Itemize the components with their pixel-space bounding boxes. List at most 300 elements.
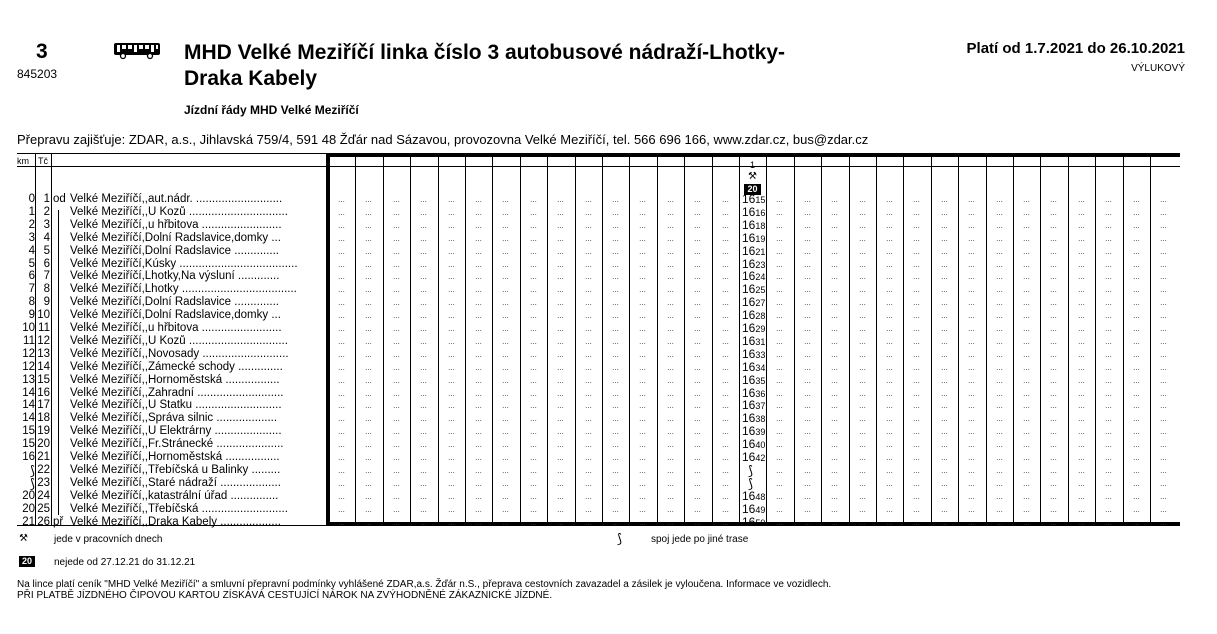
empty-trip-cell: ... — [804, 491, 811, 501]
empty-trip-cell: ... — [1078, 220, 1085, 230]
empty-trip-cell: ... — [420, 362, 427, 372]
empty-trip-cell: ... — [1023, 517, 1030, 527]
empty-trip-cell: ... — [941, 233, 948, 243]
empty-trip-cell: ... — [1160, 453, 1167, 462]
empty-trip-cell: ... — [776, 233, 783, 243]
empty-trip-cell: ... — [1078, 362, 1085, 372]
empty-trip-cell: ... — [804, 465, 811, 475]
empty-trip-cell: ... — [612, 388, 619, 398]
empty-trip-cell: ... — [804, 259, 811, 269]
empty-trip-cell: ... — [1023, 491, 1030, 501]
empty-trip-cell: ... — [475, 233, 482, 243]
empty-trip-cell: ... — [913, 259, 920, 269]
empty-trip-cell: ... — [694, 298, 701, 308]
empty-trip-cell: ... — [639, 246, 646, 256]
empty-trip-cell: ... — [448, 195, 455, 204]
empty-trip-cell: ... — [393, 491, 400, 501]
empty-trip-cell: ... — [694, 233, 701, 243]
empty-trip-cell: ... — [1050, 453, 1057, 462]
empty-trip-cell: ... — [420, 298, 427, 308]
empty-trip-cell: ... — [365, 478, 372, 488]
empty-trip-cell: ... — [831, 517, 838, 527]
stop-tc: 26 — [37, 515, 50, 528]
empty-trip-cell: ... — [667, 414, 674, 424]
empty-trip-cell: ... — [393, 220, 400, 230]
empty-trip-cell: ... — [1050, 336, 1057, 346]
stop-km: 11 — [23, 334, 35, 347]
empty-trip-cell: ... — [585, 440, 592, 450]
stop-name: Velké Meziříčí,,Fr.Stránecké ..................... — [70, 438, 284, 451]
stop-km: 16 — [22, 451, 35, 463]
empty-trip-cell: ... — [420, 375, 427, 385]
empty-trip-cell: ... — [448, 504, 455, 514]
empty-trip-cell: ... — [475, 491, 482, 501]
empty-trip-cell: ... — [1023, 375, 1030, 385]
empty-trip-cell: ... — [1050, 478, 1057, 488]
empty-trip-cell: ... — [1050, 298, 1057, 308]
empty-trip-cell: ... — [776, 298, 783, 308]
empty-trip-cell: ... — [667, 220, 674, 230]
empty-trip-cell: ... — [393, 285, 400, 295]
empty-trip-cell: ... — [585, 362, 592, 372]
empty-trip-cell: ... — [694, 517, 701, 527]
empty-trip-cell: ... — [393, 401, 400, 411]
empty-trip-cell: ... — [996, 324, 1003, 333]
footer-tariff-note: Na lince platí ceník "MHD Velké Meziříčí" a smluvní přepravní podmínky vyhlášené ZDAR,a.s. Žďár n.S., přeprava cestovních zavazadel a zásilek je vyloučena. Informace ve vozidlech. — [17, 579, 832, 590]
departure-time: 1628 — [742, 308, 766, 323]
empty-trip-cell: ... — [420, 272, 427, 282]
empty-trip-cell: ... — [530, 440, 537, 450]
empty-trip-cell: ... — [585, 375, 592, 385]
empty-trip-cell: ... — [639, 259, 646, 269]
title-line-1: MHD Velké Meziříčí linka číslo 3 autobusové nádraží-Lhotky- — [184, 41, 785, 64]
empty-trip-cell: ... — [420, 311, 427, 321]
empty-trip-cell: ... — [338, 491, 345, 501]
empty-trip-cell: ... — [968, 324, 975, 333]
empty-trip-cell: ... — [1023, 414, 1030, 424]
stop-tc: 25 — [37, 502, 50, 515]
empty-trip-cell: ... — [722, 478, 729, 488]
stop-km: ⟆ — [29, 462, 35, 478]
empty-trip-cell: ... — [393, 246, 400, 256]
empty-trip-cell: ... — [448, 375, 455, 385]
empty-trip-cell: ... — [502, 207, 509, 217]
empty-trip-cell: ... — [530, 324, 537, 333]
empty-trip-cell: ... — [420, 478, 427, 488]
empty-trip-cell: ... — [612, 233, 619, 243]
empty-trip-cell: ... — [557, 465, 564, 475]
empty-trip-cell: ... — [913, 440, 920, 450]
empty-trip-cell: ... — [530, 259, 537, 269]
empty-trip-cell: ... — [776, 362, 783, 372]
empty-trip-cell: ... — [1160, 207, 1167, 217]
stop-km: 10 — [22, 322, 35, 334]
empty-trip-cell: ... — [557, 298, 564, 308]
empty-trip-cell: ... — [886, 478, 893, 488]
empty-trip-cell: ... — [722, 465, 729, 475]
empty-trip-cell: ... — [585, 465, 592, 475]
bus-icon — [113, 42, 161, 60]
empty-trip-cell: ... — [859, 440, 866, 450]
empty-trip-cell: ... — [338, 272, 345, 282]
empty-trip-cell: ... — [968, 478, 975, 488]
empty-trip-cell: ... — [1023, 465, 1030, 475]
empty-trip-cell: ... — [393, 504, 400, 514]
departure-time: 1615 — [742, 192, 766, 206]
empty-trip-cell: ... — [859, 517, 866, 527]
empty-trip-cell: ... — [420, 246, 427, 256]
empty-trip-cell: ... — [1023, 336, 1030, 346]
empty-trip-cell: ... — [420, 233, 427, 243]
empty-trip-cell: ... — [365, 233, 372, 243]
empty-trip-cell: ... — [365, 427, 372, 437]
empty-trip-cell: ... — [365, 375, 372, 385]
header-km: km — [17, 156, 29, 166]
empty-trip-cell: ... — [1133, 375, 1140, 385]
empty-trip-cell: ... — [996, 285, 1003, 295]
empty-trip-cell: ... — [1023, 233, 1030, 243]
empty-trip-cell: ... — [1105, 233, 1112, 243]
empty-trip-cell: ... — [996, 491, 1003, 501]
empty-trip-cell: ... — [420, 517, 427, 527]
empty-trip-cell: ... — [859, 259, 866, 269]
empty-trip-cell: ... — [557, 478, 564, 488]
empty-trip-cell: ... — [913, 362, 920, 372]
stop-row — [17, 503, 1180, 516]
empty-trip-cell: ... — [941, 427, 948, 437]
departure-time: ⟆ — [748, 475, 754, 491]
empty-trip-cell: ... — [913, 311, 920, 321]
empty-trip-cell: ... — [722, 233, 729, 243]
empty-trip-cell: ... — [722, 220, 729, 230]
empty-trip-cell: ... — [612, 285, 619, 295]
empty-trip-cell: ... — [393, 207, 400, 217]
empty-trip-cell: ... — [913, 220, 920, 230]
empty-trip-cell: ... — [1078, 246, 1085, 256]
empty-trip-cell: ... — [420, 324, 427, 333]
empty-trip-cell: ... — [1160, 233, 1167, 243]
empty-trip-cell: ... — [694, 491, 701, 501]
empty-trip-cell: ... — [667, 207, 674, 217]
empty-trip-cell: ... — [859, 427, 866, 437]
stop-name: Velké Meziříčí,,U Kozů ............................... — [70, 205, 288, 218]
note-badge: 20 — [739, 179, 766, 197]
empty-trip-cell: ... — [448, 517, 455, 527]
empty-trip-cell: ... — [475, 427, 482, 437]
empty-trip-cell: ... — [1133, 440, 1140, 450]
empty-trip-cell: ... — [393, 324, 400, 333]
empty-trip-cell: ... — [886, 220, 893, 230]
empty-trip-cell: ... — [530, 220, 537, 230]
stop-tc: 4 — [43, 231, 50, 244]
empty-trip-cell: ... — [530, 478, 537, 488]
empty-trip-cell: ... — [557, 220, 564, 230]
empty-trip-cell: ... — [585, 298, 592, 308]
stop-row — [17, 516, 1180, 529]
empty-trip-cell: ... — [1105, 220, 1112, 230]
empty-trip-cell: ... — [776, 272, 783, 282]
empty-trip-cell: ... — [886, 453, 893, 462]
empty-trip-cell: ... — [1160, 336, 1167, 346]
empty-trip-cell: ... — [338, 375, 345, 385]
departure-time: 1627 — [742, 295, 766, 310]
empty-trip-cell: ... — [393, 465, 400, 475]
empty-trip-cell: ... — [612, 246, 619, 256]
empty-trip-cell: ... — [996, 246, 1003, 256]
empty-trip-cell: ... — [502, 298, 509, 308]
empty-trip-cell: ... — [859, 375, 866, 385]
empty-trip-cell: ... — [448, 259, 455, 269]
empty-trip-cell: ... — [585, 401, 592, 411]
empty-trip-cell: ... — [612, 195, 619, 204]
empty-trip-cell: ... — [502, 259, 509, 269]
empty-trip-cell: ... — [557, 207, 564, 217]
empty-trip-cell: ... — [1050, 349, 1057, 359]
empty-trip-cell: ... — [1023, 388, 1030, 398]
empty-trip-cell: ... — [585, 233, 592, 243]
empty-trip-cell: ... — [530, 414, 537, 424]
empty-trip-cell: ... — [1023, 311, 1030, 321]
empty-trip-cell: ... — [776, 336, 783, 346]
empty-trip-cell: ... — [996, 427, 1003, 437]
empty-trip-cell: ... — [1160, 311, 1167, 321]
empty-trip-cell: ... — [393, 195, 400, 204]
stop-km: 0 — [28, 193, 35, 205]
empty-trip-cell: ... — [722, 504, 729, 514]
empty-trip-cell: ... — [1023, 427, 1030, 437]
empty-trip-cell: ... — [804, 298, 811, 308]
empty-trip-cell: ... — [722, 517, 729, 527]
empty-trip-cell: ... — [393, 233, 400, 243]
empty-trip-cell: ... — [530, 465, 537, 475]
empty-trip-cell: ... — [1023, 504, 1030, 514]
empty-trip-cell: ... — [831, 401, 838, 411]
empty-trip-cell: ... — [886, 362, 893, 372]
empty-trip-cell: ... — [804, 349, 811, 359]
empty-trip-cell: ... — [886, 414, 893, 424]
empty-trip-cell: ... — [859, 453, 866, 462]
empty-trip-cell: ... — [667, 311, 674, 321]
legend-detour-symbol: ⟆ — [617, 531, 623, 546]
empty-trip-cell: ... — [1023, 285, 1030, 295]
empty-trip-cell: ... — [365, 220, 372, 230]
empty-trip-cell: ... — [1133, 362, 1140, 372]
empty-trip-cell: ... — [1050, 259, 1057, 269]
departure-time: 1642 — [742, 450, 766, 464]
empty-trip-cell: ... — [585, 453, 592, 462]
empty-trip-cell: ... — [612, 427, 619, 437]
empty-trip-cell: ... — [968, 259, 975, 269]
empty-trip-cell: ... — [530, 517, 537, 527]
empty-trip-cell: ... — [776, 491, 783, 501]
empty-trip-cell: ... — [1105, 311, 1112, 321]
empty-trip-cell: ... — [639, 324, 646, 333]
empty-trip-cell: ... — [502, 375, 509, 385]
empty-trip-cell: ... — [1078, 285, 1085, 295]
empty-trip-cell: ... — [1105, 298, 1112, 308]
empty-trip-cell: ... — [1105, 427, 1112, 437]
empty-trip-cell: ... — [420, 440, 427, 450]
empty-trip-cell: ... — [365, 195, 372, 204]
line-number: 3 — [36, 40, 48, 63]
empty-trip-cell: ... — [667, 478, 674, 488]
empty-trip-cell: ... — [1133, 259, 1140, 269]
empty-trip-cell: ... — [968, 195, 975, 204]
empty-trip-cell: ... — [612, 207, 619, 217]
empty-trip-cell: ... — [639, 375, 646, 385]
departure-time: 1621 — [742, 243, 766, 258]
empty-trip-cell: ... — [1133, 336, 1140, 346]
empty-trip-cell: ... — [1133, 427, 1140, 437]
empty-trip-cell: ... — [475, 285, 482, 295]
empty-trip-cell: ... — [667, 491, 674, 501]
empty-trip-cell: ... — [1160, 195, 1167, 204]
empty-trip-cell: ... — [831, 259, 838, 269]
empty-trip-cell: ... — [667, 504, 674, 514]
empty-trip-cell: ... — [667, 349, 674, 359]
empty-trip-cell: ... — [913, 298, 920, 308]
empty-trip-cell: ... — [530, 233, 537, 243]
empty-trip-cell: ... — [612, 401, 619, 411]
empty-trip-cell: ... — [530, 388, 537, 398]
empty-trip-cell: ... — [420, 427, 427, 437]
empty-trip-cell: ... — [694, 465, 701, 475]
empty-trip-cell: ... — [968, 427, 975, 437]
empty-trip-cell: ... — [1050, 440, 1057, 450]
empty-trip-cell: ... — [639, 298, 646, 308]
empty-trip-cell: ... — [1078, 414, 1085, 424]
empty-trip-cell: ... — [886, 504, 893, 514]
empty-trip-cell: ... — [448, 207, 455, 217]
empty-trip-cell: ... — [338, 414, 345, 424]
empty-trip-cell: ... — [913, 414, 920, 424]
empty-trip-cell: ... — [475, 207, 482, 217]
empty-trip-cell: ... — [1160, 504, 1167, 514]
empty-trip-cell: ... — [694, 349, 701, 359]
stop-name: Velké Meziříčí,,u hřbitova ......................... — [70, 322, 282, 334]
stop-tc: 13 — [37, 347, 50, 360]
empty-trip-cell: ... — [913, 375, 920, 385]
stop-tc: 18 — [37, 412, 50, 425]
empty-trip-cell: ... — [420, 414, 427, 424]
empty-trip-cell: ... — [338, 517, 345, 527]
empty-trip-cell: ... — [612, 504, 619, 514]
empty-trip-cell: ... — [776, 478, 783, 488]
empty-trip-cell: ... — [968, 285, 975, 295]
empty-trip-cell: ... — [502, 220, 509, 230]
empty-trip-cell: ... — [365, 311, 372, 321]
empty-trip-cell: ... — [1133, 311, 1140, 321]
empty-trip-cell: ... — [968, 349, 975, 359]
empty-trip-cell: ... — [941, 220, 948, 230]
empty-trip-cell: ... — [776, 440, 783, 450]
stop-name: Velké Meziříčí,Dolní Radslavice,domky ... — [70, 231, 281, 244]
empty-trip-cell: ... — [968, 272, 975, 282]
empty-trip-cell: ... — [448, 324, 455, 333]
empty-trip-cell: ... — [557, 517, 564, 527]
empty-trip-cell: ... — [996, 388, 1003, 398]
empty-trip-cell: ... — [886, 440, 893, 450]
empty-trip-cell: ... — [502, 478, 509, 488]
empty-trip-cell: ... — [722, 336, 729, 346]
empty-trip-cell: ... — [776, 375, 783, 385]
empty-trip-cell: ... — [530, 401, 537, 411]
empty-trip-cell: ... — [338, 362, 345, 372]
empty-trip-cell: ... — [859, 298, 866, 308]
empty-trip-cell: ... — [941, 453, 948, 462]
empty-trip-cell: ... — [338, 195, 345, 204]
empty-trip-cell: ... — [393, 414, 400, 424]
empty-trip-cell: ... — [585, 478, 592, 488]
empty-trip-cell: ... — [831, 220, 838, 230]
empty-trip-cell: ... — [1078, 478, 1085, 488]
empty-trip-cell: ... — [968, 336, 975, 346]
stop-km: 21 — [22, 515, 35, 528]
empty-trip-cell: ... — [639, 491, 646, 501]
empty-trip-cell: ... — [941, 362, 948, 372]
empty-trip-cell: ... — [448, 478, 455, 488]
stop-name: Velké Meziříčí,Dolní Radslavice .............. — [70, 244, 279, 257]
empty-trip-cell: ... — [502, 272, 509, 282]
empty-trip-cell: ... — [585, 246, 592, 256]
empty-trip-cell: ... — [1105, 285, 1112, 295]
empty-trip-cell: ... — [913, 478, 920, 488]
empty-trip-cell: ... — [968, 246, 975, 256]
empty-trip-cell: ... — [639, 414, 646, 424]
empty-trip-cell: ... — [996, 272, 1003, 282]
stop-name: Velké Meziříčí,,Staré nádraží ................... — [70, 476, 281, 489]
empty-trip-cell: ... — [639, 440, 646, 450]
empty-trip-cell: ... — [667, 375, 674, 385]
empty-trip-cell: ... — [722, 414, 729, 424]
empty-trip-cell: ... — [612, 465, 619, 475]
empty-trip-cell: ... — [996, 465, 1003, 475]
empty-trip-cell: ... — [859, 491, 866, 501]
empty-trip-cell: ... — [941, 272, 948, 282]
empty-trip-cell: ... — [365, 388, 372, 398]
empty-trip-cell: ... — [776, 285, 783, 295]
empty-trip-cell: ... — [1160, 349, 1167, 359]
empty-trip-cell: ... — [365, 440, 372, 450]
empty-trip-cell: ... — [804, 285, 811, 295]
empty-trip-cell: ... — [612, 298, 619, 308]
empty-trip-cell: ... — [639, 401, 646, 411]
empty-trip-cell: ... — [612, 259, 619, 269]
stop-tc: 23 — [37, 476, 50, 489]
empty-trip-cell: ... — [694, 285, 701, 295]
empty-trip-cell: ... — [913, 491, 920, 501]
empty-trip-cell: ... — [667, 465, 674, 475]
validity-period: Platí od 1.7.2021 do 26.10.2021 — [966, 40, 1185, 57]
empty-trip-cell: ... — [393, 272, 400, 282]
empty-trip-cell: ... — [1078, 517, 1085, 527]
empty-trip-cell: ... — [393, 336, 400, 346]
stop-tc: 20 — [37, 438, 50, 451]
empty-trip-cell: ... — [448, 298, 455, 308]
empty-trip-cell: ... — [941, 491, 948, 501]
empty-trip-cell: ... — [1160, 362, 1167, 372]
empty-trip-cell: ... — [1078, 311, 1085, 321]
empty-trip-cell: ... — [338, 246, 345, 256]
empty-trip-cell: ... — [694, 336, 701, 346]
empty-trip-cell: ... — [694, 427, 701, 437]
empty-trip-cell: ... — [557, 362, 564, 372]
empty-trip-cell: ... — [530, 246, 537, 256]
departure-time: 1635 — [742, 372, 766, 387]
empty-trip-cell: ... — [804, 414, 811, 424]
empty-trip-cell: ... — [475, 375, 482, 385]
empty-trip-cell: ... — [831, 195, 838, 204]
